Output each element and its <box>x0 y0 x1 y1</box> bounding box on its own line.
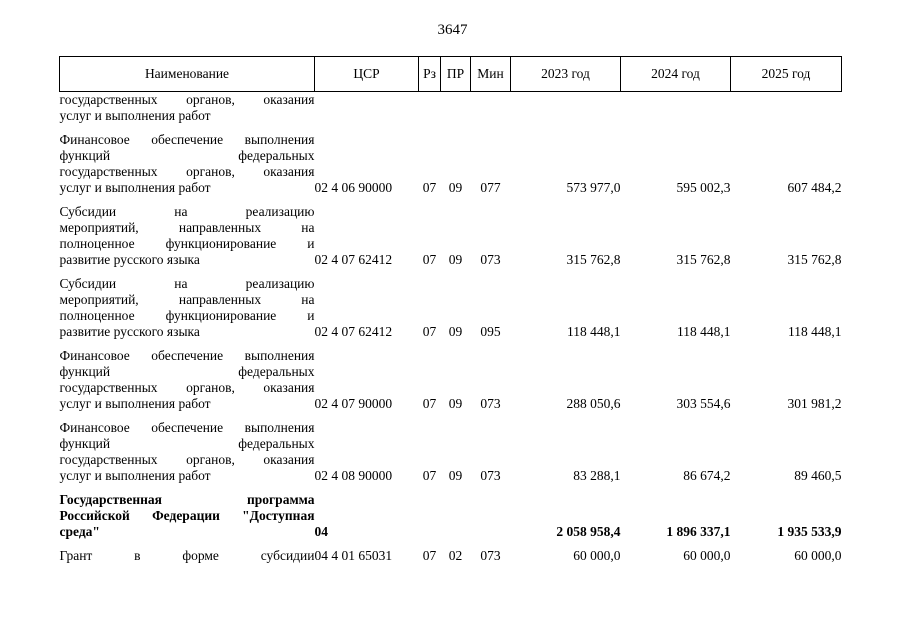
row-spacer-cell <box>60 196 842 204</box>
row-name-line: развитие русского языка <box>59 252 200 267</box>
header-2024: 2024 год <box>621 57 731 92</box>
row-value-2025 <box>731 92 842 125</box>
row-csr: 02 4 07 62412 <box>314 324 393 339</box>
row-name-line: функций федеральных <box>59 436 315 451</box>
row-name <box>60 492 315 540</box>
row-name-line: государственных органов, оказания <box>59 92 315 107</box>
row-name-line: Финансовое обеспечение выполнения <box>59 420 315 435</box>
row-spacer-cell <box>60 540 842 548</box>
row-csr: 02 4 06 90000 <box>314 180 393 195</box>
row-pr: 09 <box>448 180 463 195</box>
row-value-2025: 89 460,5 <box>794 468 842 483</box>
row-spacer-cell <box>60 124 842 132</box>
table-row <box>60 492 842 540</box>
row-value-2024: 1 896 337,1 <box>666 524 731 539</box>
row-name <box>60 92 315 125</box>
row-name <box>60 132 315 196</box>
row-value-2023: 288 050,6 <box>566 396 621 411</box>
row-value-2025: 301 981,2 <box>787 396 842 411</box>
row-rz: 07 <box>422 396 437 411</box>
header-name: Наименование <box>60 57 315 92</box>
header-2025: 2025 год <box>731 57 842 92</box>
header-2023: 2023 год <box>511 57 621 92</box>
row-spacer <box>60 484 842 492</box>
row-pr: 09 <box>448 252 463 267</box>
row-name-line: Грант в форме субсидии <box>59 548 315 563</box>
row-spacer-cell <box>60 340 842 348</box>
row-name-line: функций федеральных <box>59 364 315 379</box>
row-name-line: Государственная программа <box>59 492 315 507</box>
row-name-line: государственных органов, оказания <box>59 452 315 467</box>
table-body <box>60 92 842 565</box>
row-pr <box>441 92 471 125</box>
row-csr: 02 4 07 62412 <box>314 252 393 267</box>
row-name-line: услуг и выполнения работ <box>59 396 211 411</box>
row-value-2023: 2 058 958,4 <box>556 524 621 539</box>
row-value-2024: 86 674,2 <box>683 468 731 483</box>
row-rz: 07 <box>422 324 437 339</box>
table-row <box>60 348 842 412</box>
row-value-2025: 1 935 533,9 <box>777 524 842 539</box>
row-name-line: Субсидии на реализацию <box>59 204 315 219</box>
row-name-line: государственных органов, оказания <box>59 164 315 179</box>
row-value-2025: 315 762,8 <box>787 252 842 267</box>
row-name-line: государственных органов, оказания <box>59 380 315 395</box>
row-value-2024: 303 554,6 <box>676 396 731 411</box>
row-name <box>60 276 315 340</box>
row-name-line: Субсидии на реализацию <box>59 276 315 291</box>
row-rz <box>419 92 441 125</box>
header-rz: Рз <box>419 57 441 92</box>
row-value-2023: 60 000,0 <box>573 548 621 563</box>
table-header-row <box>60 57 842 92</box>
row-name-line: среда" <box>59 524 100 539</box>
row-csr: 02 4 08 90000 <box>314 468 393 483</box>
row-value-2024: 595 002,3 <box>676 180 731 195</box>
row-name-line: услуг и выполнения работ <box>59 468 211 483</box>
row-name <box>60 548 315 564</box>
row-spacer-cell <box>60 268 842 276</box>
row-spacer <box>60 340 842 348</box>
header-min: Мин <box>471 57 511 92</box>
row-min <box>471 492 511 540</box>
budget-table <box>59 56 842 564</box>
row-spacer <box>60 412 842 420</box>
row-spacer <box>60 124 842 132</box>
row-min: 073 <box>480 468 501 483</box>
row-min: 073 <box>480 548 501 563</box>
row-name <box>60 348 315 412</box>
row-name-line: полноценное функционирование и <box>59 236 315 251</box>
row-pr: 02 <box>448 548 463 563</box>
row-rz <box>419 492 441 540</box>
row-rz: 07 <box>422 180 437 195</box>
row-spacer <box>60 196 842 204</box>
table-row <box>60 92 842 125</box>
row-pr: 09 <box>448 468 463 483</box>
row-name-line: функций федеральных <box>59 148 315 163</box>
header-pr: ПР <box>441 57 471 92</box>
row-pr: 09 <box>448 324 463 339</box>
row-min: 073 <box>480 396 501 411</box>
row-csr: 02 4 07 90000 <box>314 396 393 411</box>
table-row <box>60 276 842 340</box>
row-value-2024: 118 448,1 <box>677 324 731 339</box>
table-row <box>60 548 842 564</box>
table-row <box>60 132 842 196</box>
row-value-2024 <box>621 92 731 125</box>
row-name-line: Финансовое обеспечение выполнения <box>59 348 315 363</box>
row-name-line: услуг и выполнения работ <box>59 180 211 195</box>
row-value-2023: 315 762,8 <box>566 252 621 267</box>
row-name-line: полноценное функционирование и <box>59 308 315 323</box>
row-min: 077 <box>480 180 501 195</box>
row-name-line: Российской Федерации "Доступная <box>59 508 315 523</box>
row-value-2025: 118 448,1 <box>788 324 842 339</box>
row-value-2024: 60 000,0 <box>683 548 731 563</box>
row-min: 095 <box>480 324 501 339</box>
row-csr: 04 4 01 65031 <box>314 548 393 563</box>
row-csr <box>315 92 419 125</box>
row-name <box>60 204 315 268</box>
row-csr: 04 <box>314 524 328 539</box>
row-min: 073 <box>480 252 501 267</box>
row-name-line: мероприятий, направленных на <box>59 292 315 307</box>
table-row <box>60 420 842 484</box>
row-name <box>60 420 315 484</box>
row-name-line: услуг и выполнения работ <box>59 108 211 123</box>
row-pr: 09 <box>448 396 463 411</box>
row-spacer <box>60 540 842 548</box>
row-rz: 07 <box>422 548 437 563</box>
page-number: 3647 <box>437 22 468 38</box>
table-row <box>60 204 842 268</box>
row-rz: 07 <box>422 252 437 267</box>
row-value-2023: 83 288,1 <box>573 468 621 483</box>
row-rz: 07 <box>422 468 437 483</box>
row-name-line: Финансовое обеспечение выполнения <box>59 132 315 147</box>
row-value-2025: 60 000,0 <box>794 548 842 563</box>
row-spacer-cell <box>60 412 842 420</box>
row-value-2025: 607 484,2 <box>787 180 842 195</box>
header-csr: ЦСР <box>315 57 419 92</box>
row-value-2023 <box>511 92 621 125</box>
row-spacer <box>60 268 842 276</box>
row-min <box>471 92 511 125</box>
row-value-2023: 118 448,1 <box>567 324 621 339</box>
row-value-2024: 315 762,8 <box>676 252 731 267</box>
row-name-line: мероприятий, направленных на <box>59 220 315 235</box>
row-name-line: развитие русского языка <box>59 324 200 339</box>
row-pr <box>441 492 471 540</box>
row-value-2023: 573 977,0 <box>566 180 621 195</box>
row-spacer-cell <box>60 484 842 492</box>
